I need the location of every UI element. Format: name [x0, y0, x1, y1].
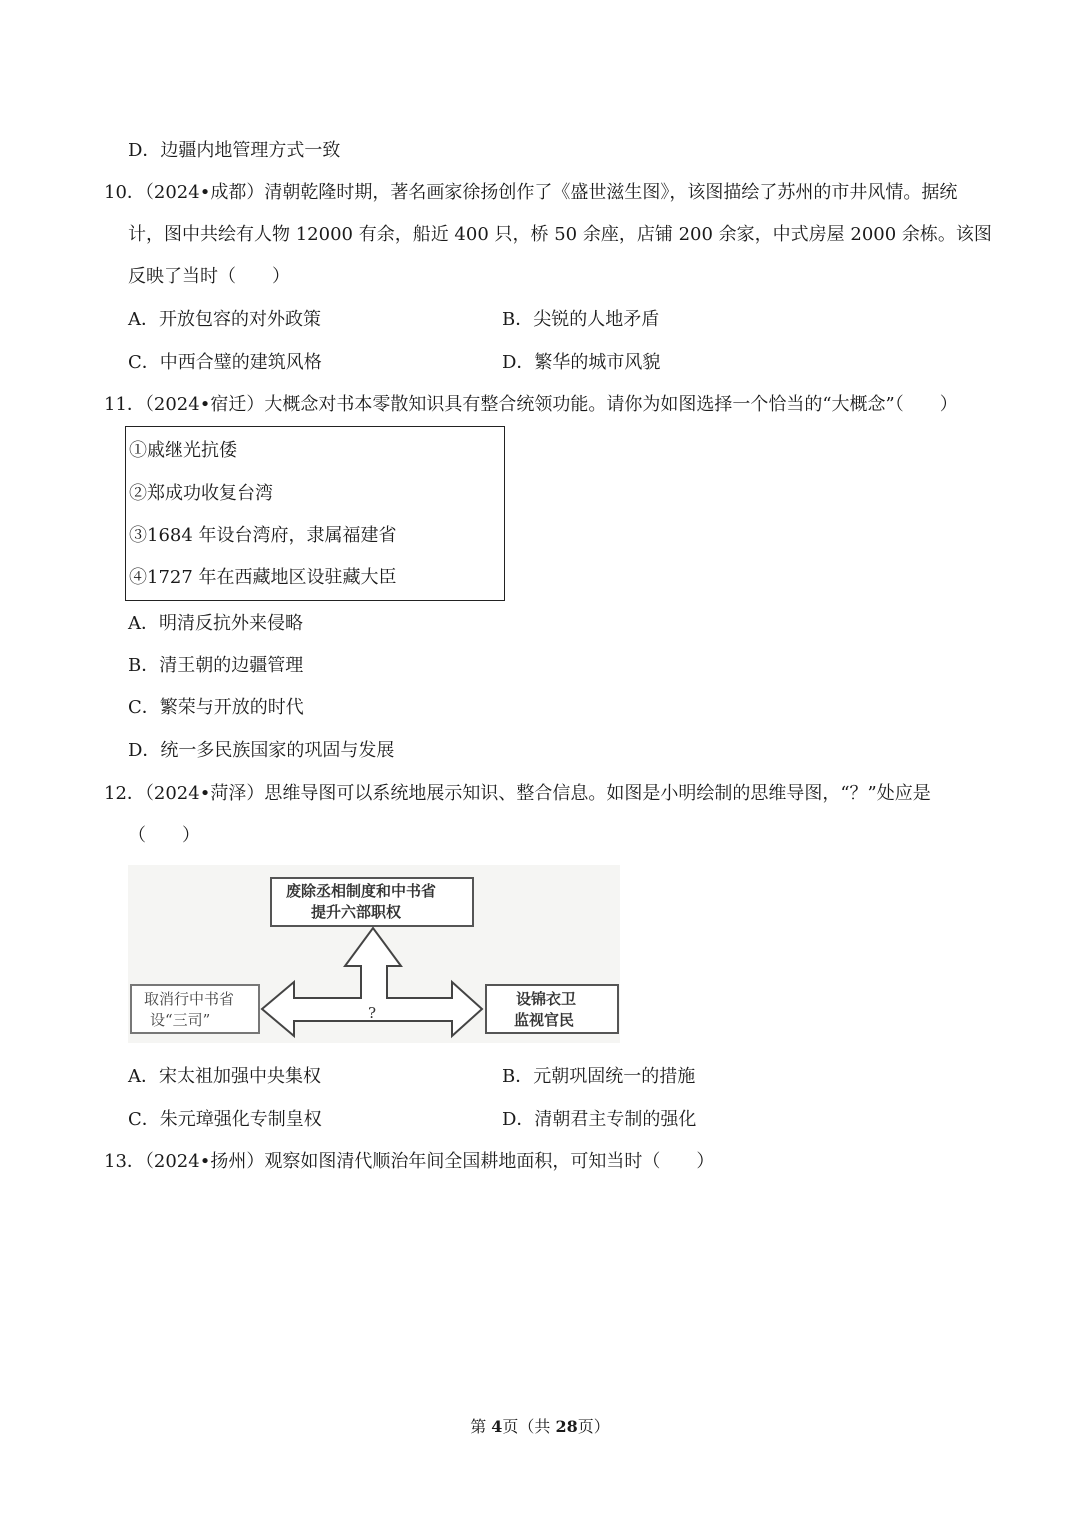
top-box-line-2: 提升六部职权 — [311, 903, 402, 921]
left-box-line-2: 设“三司” — [150, 1011, 211, 1029]
q10-stem-line-3: 反映了当时（ ） — [128, 266, 290, 287]
q10-option-c: C．中西合璧的建筑风格 — [128, 352, 322, 373]
mind-map-diagram — [128, 865, 620, 1043]
q12-option-c: C．朱元璋强化专制皇权 — [128, 1109, 322, 1130]
right-box-line-2: 监视官民 — [514, 1011, 575, 1029]
mind-map-svg — [128, 865, 620, 1043]
q11-stem: 11．（2024•宿迁）大概念对书本零散知识具有整合统领功能。请你为如图选择一个恰当的“大概念”（ ） — [104, 394, 958, 415]
page-footer — [0, 1416, 1080, 1438]
footer-mid: 页（共 — [502, 1417, 556, 1436]
q13-stem: 13．（2024•扬州）观察如图清代顺治年间全国耕地面积，可知当时（ ） — [104, 1151, 715, 1172]
option-d-prev: D．边疆内地管理方式一致 — [128, 140, 341, 161]
q11-option-c: C．繁荣与开放的时代 — [128, 697, 304, 718]
q10-stem-line-2: 计，图中共绘有人物 12000 有余，船近 400 只，桥 50 余座，店铺 200 余家，中式房屋 2000 余栋。该图 — [128, 224, 992, 245]
q12-stem: 12．（2024•菏泽）思维导图可以系统地展示知识、整合信息。如图是小明绘制的思维导图，“？”处应是 — [104, 783, 931, 804]
q10-option-a: A．开放包容的对外政策 — [128, 309, 321, 330]
q10-option-d: D．繁华的城市风貌 — [502, 352, 661, 373]
q12-option-b: B．元朝巩固统一的措施 — [502, 1066, 696, 1087]
left-box-line-1: 取消行中书省 — [144, 990, 235, 1008]
right-box-line-1: 设锦衣卫 — [516, 990, 577, 1008]
q11-concept-box — [125, 426, 505, 601]
q10-stem-line-1: 10．（2024•成都）清朝乾隆时期，著名画家徐扬创作了《盛世滋生图》，该图描绘了苏州的市井风情。据统 — [104, 182, 958, 203]
q11-option-d: D．统一多民族国家的巩固与发展 — [128, 740, 395, 761]
q10-option-b: B．尖锐的人地矛盾 — [502, 309, 660, 330]
footer-prefix: 第 — [470, 1417, 492, 1436]
center-question-mark: ? — [368, 1004, 377, 1022]
footer-page-number: 4 — [491, 1417, 503, 1436]
q11-option-b: B．清王朝的边疆管理 — [128, 655, 304, 676]
q12-option-d: D．清朝君主专制的强化 — [502, 1109, 697, 1130]
box-item: ②郑成功收复台湾 — [129, 483, 273, 504]
box-item: ③1684 年设台湾府，隶属福建省 — [129, 525, 397, 546]
q12-option-a: A．宋太祖加强中央集权 — [128, 1066, 321, 1087]
box-item: ④1727 年在西藏地区设驻藏大臣 — [129, 567, 397, 588]
q12-paren: （ ） — [128, 825, 200, 846]
q11-option-a: A．明清反抗外来侵略 — [128, 613, 303, 634]
top-box-line-1: 废除丞相制度和中书省 — [286, 882, 437, 900]
footer-total-pages: 28 — [555, 1417, 578, 1436]
footer-suffix: 页） — [577, 1417, 610, 1436]
box-item: ①戚继光抗倭 — [129, 440, 237, 461]
